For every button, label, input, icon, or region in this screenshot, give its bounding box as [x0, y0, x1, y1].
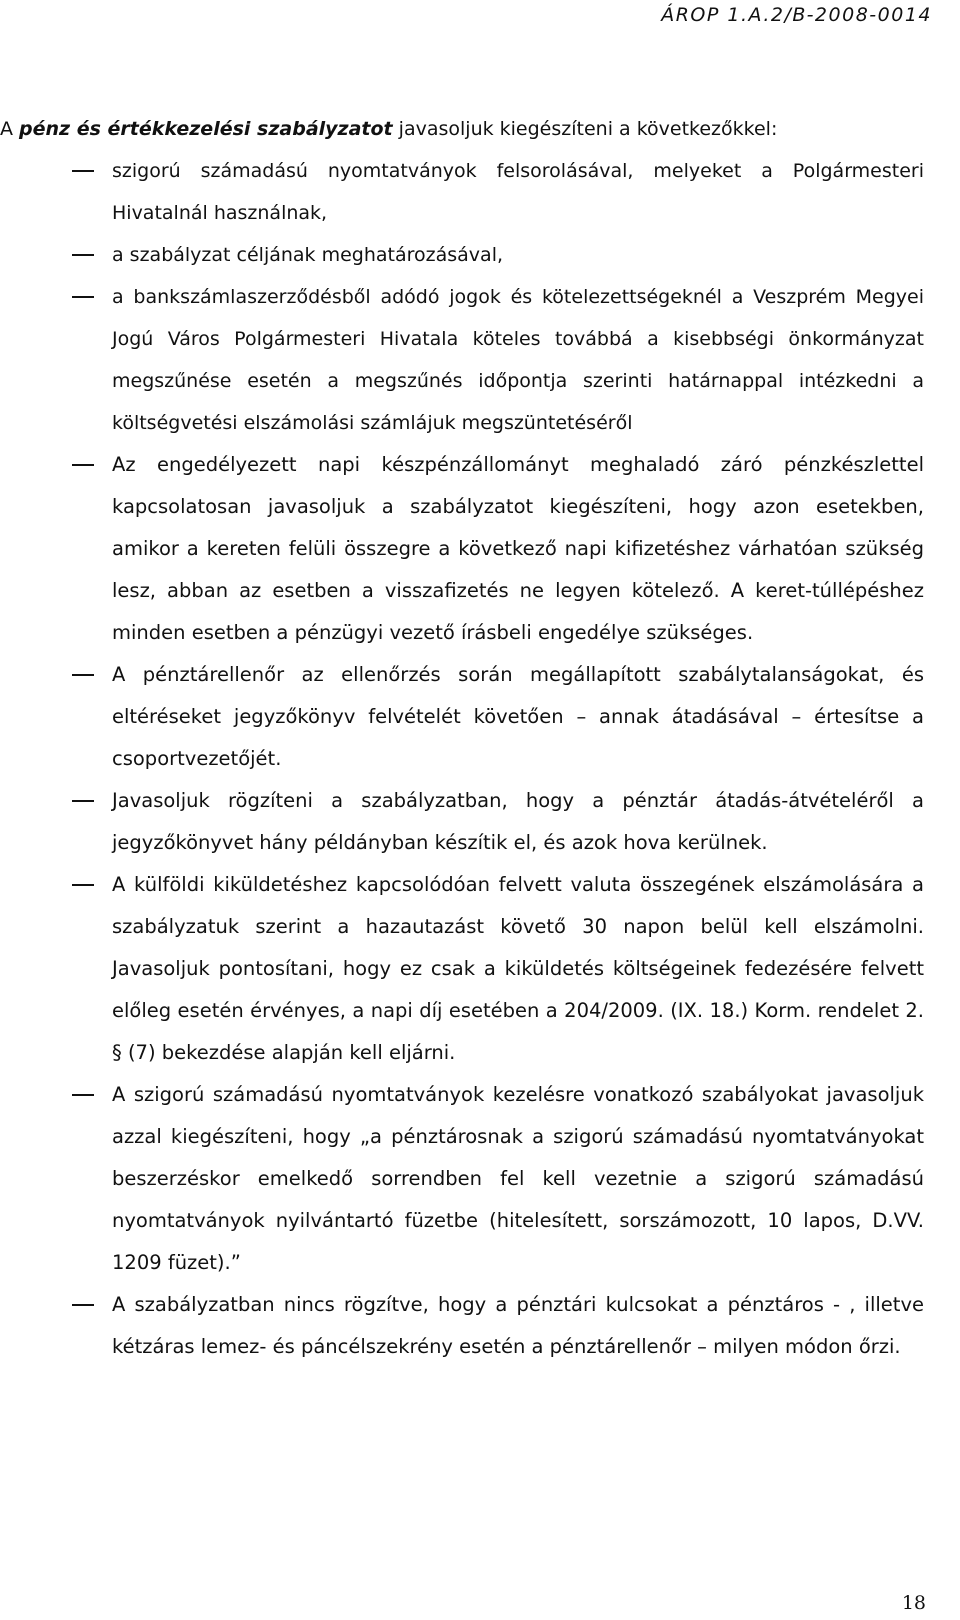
- dash-bullet-icon: [72, 674, 94, 676]
- dash-bullet-icon: [72, 254, 94, 256]
- dash-bullet-icon: [72, 170, 94, 172]
- list-item: szigorú számadású nyomtatványok felsorolásával, melyeket a Polgármesteri Hivatalnál használnak,: [0, 150, 956, 234]
- list-item: a bankszámlaszerződésből adódó jogok és kötelezettségeknél a Veszprém Megyei Jogú Város Polgármesteri Hivatala köteles továbbá a kisebbségi önkormányzat megszűnése esetén a megszűnés időpontja szerinti határnappal intézkedni a költségvetési elszámolási számlájuk megszüntetéséről: [0, 276, 956, 444]
- intro-rest: javasoljuk kiegészíteni a következőkkel:: [392, 118, 778, 140]
- page-number: 18: [901, 1592, 926, 1614]
- dash-bullet-icon: [72, 296, 94, 298]
- dash-bullet-icon: [72, 1094, 94, 1096]
- list-item: Javasoljuk rögzíteni a szabályzatban, hogy a pénztár átadás-átvételéről a jegyzőkönyvet hány példányban készítik el, és azok hova kerülnek.: [0, 780, 956, 864]
- regulation-name: pénz és értékkezelési szabályzatot: [19, 118, 393, 140]
- recommendation-list: [0, 150, 956, 1368]
- list-item: a szabályzat céljának meghatározásával,: [0, 234, 956, 276]
- list-item: A szigorú számadású nyomtatványok kezelésre vonatkozó szabályokat javasoljuk azzal kiegészíteni, hogy „a pénztárosnak a szigorú számadású nyomtatványokat beszerzéskor emelkedő sorrendben fel kell vezetnie a szigorú számadású nyomtatványok nyilvántartó füzetbe (hitelesített, sorszámozott, 10 lapos, D.VV. 1209 füzet).”: [0, 1074, 956, 1284]
- dash-bullet-icon: [72, 800, 94, 802]
- intro-paragraph: [0, 108, 922, 150]
- dash-bullet-icon: [72, 884, 94, 886]
- document-body: [0, 108, 956, 1368]
- list-item: A szabályzatban nincs rögzítve, hogy a pénztári kulcsokat a pénztáros - , illetve kétzáras lemez- és páncélszekrény esetén a pénztárellenőr – milyen módon őrzi.: [0, 1284, 956, 1368]
- list-item: A külföldi kiküldetéshez kapcsolódóan felvett valuta összegének elszámolására a szabályzatuk szerint a hazautazást követő 30 napon belül kell elszámolni. Javasoljuk pontosítani, hogy ez csak a kiküldetés költségeinek fedezésére felvett előleg esetén érvényes, a napi díj esetében a 204/2009. (IX. 18.) Korm. rendelet 2. § (7) bekezdése alapján kell eljárni.: [0, 864, 956, 1074]
- dash-bullet-icon: [72, 1304, 94, 1306]
- dash-bullet-icon: [72, 464, 94, 466]
- intro-lead: A: [0, 118, 20, 140]
- list-item: Az engedélyezett napi készpénzállományt meghaladó záró pénzkészlettel kapcsolatosan javasoljuk a szabályzatot kiegészíteni, hogy azon esetekben, amikor a kereten felüli összegre a következő napi kifizetéshez várhatóan szükség lesz, abban az esetben a visszafizetés ne legyen kötelező. A keret-túllépéshez minden esetben a pénzügyi vezető írásbeli engedélye szükséges.: [0, 444, 956, 654]
- project-code-header: ÁROP 1.A.2/B-2008-0014: [661, 4, 932, 26]
- list-item: A pénztárellenőr az ellenőrzés során megállapított szabálytalanságokat, és eltéréseket jegyzőkönyv felvételét követően – annak átadásával – értesítse a csoportvezetőjét.: [0, 654, 956, 780]
